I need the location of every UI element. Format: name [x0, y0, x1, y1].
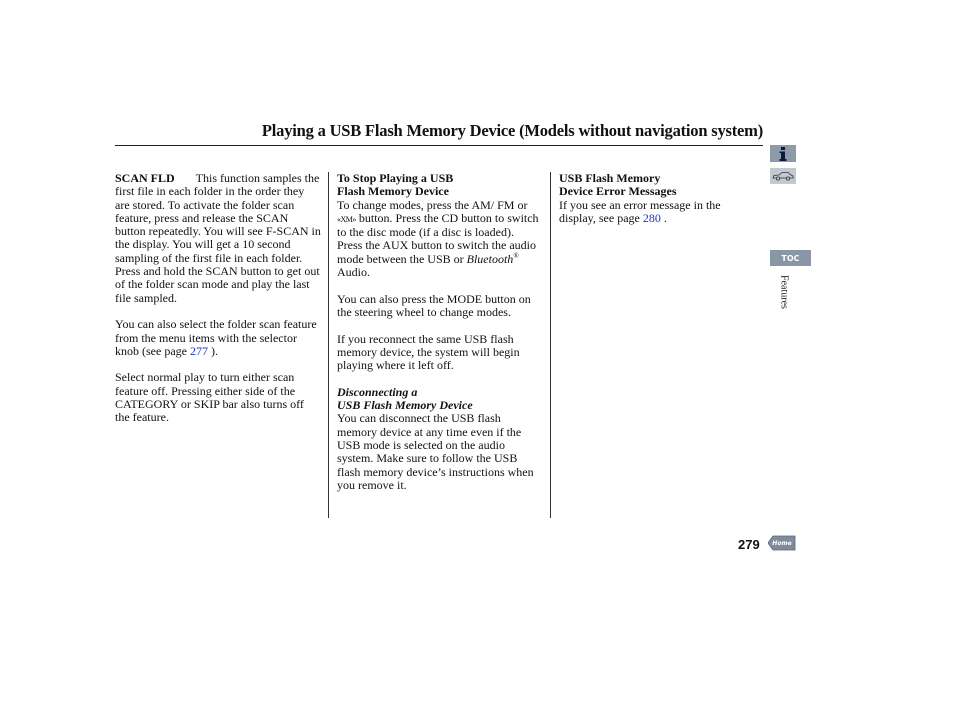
error-messages-heading-line1: USB Flash Memory [559, 171, 661, 185]
car-button[interactable] [770, 168, 796, 184]
error-messages-heading [559, 172, 755, 199]
xm-button-symbol: «XM» [337, 214, 356, 224]
mode-button-paragraph: You can also press the MODE button on the steering wheel to change modes. [337, 291, 531, 319]
reconnect-paragraph: If you reconnect the same USB flash memory device, the system will begin playing where it left off. [337, 331, 520, 373]
registered-mark: ® [513, 251, 519, 260]
stop-playing-heading [337, 172, 541, 199]
car-icon [772, 171, 794, 181]
page-title: Playing a USB Flash Memory Device (Models without navigation system) [261, 121, 763, 140]
home-label: Home [772, 539, 792, 547]
page-number: 279 [738, 537, 760, 552]
disconnecting-heading [337, 386, 541, 413]
column-divider-1 [328, 172, 329, 518]
column-scan-fld [115, 172, 321, 438]
disconnecting-heading-line2: USB Flash Memory Device [337, 398, 473, 413]
section-label: Features [778, 275, 790, 309]
page-link-280[interactable]: 280 [642, 210, 661, 225]
home-button[interactable] [768, 535, 796, 551]
error-messages-heading-line2: Device Error Messages [559, 184, 677, 199]
toc-button[interactable]: TOC [770, 250, 811, 266]
folder-scan-menu-end: ). [210, 343, 218, 358]
error-messages-paragraph [559, 199, 755, 226]
page-link-277[interactable]: 277 [189, 343, 208, 358]
error-messages-text: If you see an error message in the display, see page [559, 197, 721, 225]
folder-scan-menu-text: You can also select the folder scan feature from the menu items with the selector knob (see page [115, 317, 317, 358]
column-stop-playing [337, 172, 541, 505]
normal-play-paragraph: Select normal play to turn either scan feature off. Pressing either side of the CATEGORY or SKIP bar also turns off the feature. [115, 370, 304, 425]
info-button[interactable] [770, 145, 796, 162]
scan-fld-paragraph [115, 172, 321, 305]
change-modes-paragraph [337, 199, 541, 280]
disconnect-paragraph: You can disconnect the USB flash memory device at any time even if the USB mode is selected on the audio system. Make sure to follow the USB flash memory device’s instructions when you remove it. [337, 411, 534, 492]
disconnecting-heading-line1: Disconnecting a [337, 384, 418, 399]
scan-fld-text: This function samples the first file in each folder in the order they are stored. To activate the folder scan feature, press and release the SCAN button repeatedly. You will see F-SCAN in the display. You will get a 10 second sampling of the first file in each folder. Press and hold the SCAN button to get out of the folder scan mode and play the last file sampled. [115, 171, 321, 305]
change-modes-text-c: Audio. [337, 265, 370, 280]
folder-scan-menu-paragraph [115, 318, 321, 358]
error-messages-end: . [663, 210, 667, 225]
scan-fld-heading: SCAN FLD [115, 171, 175, 185]
bluetooth-text: Bluetooth [466, 251, 514, 266]
column-divider-2 [550, 172, 551, 518]
stop-playing-heading-line2: Flash Memory Device [337, 184, 449, 199]
title-rule [115, 145, 763, 146]
info-icon [778, 147, 788, 161]
change-modes-text-a: To change modes, press the AM/ FM or [337, 197, 528, 212]
stop-playing-heading-line1: To Stop Playing a USB [337, 171, 454, 185]
change-modes-text-b: button. Press the CD button to switch to the disc mode (if a disc is loaded). Press the AUX button to switch the audio mode between the USB or [337, 210, 539, 266]
column-error-messages [559, 172, 755, 238]
